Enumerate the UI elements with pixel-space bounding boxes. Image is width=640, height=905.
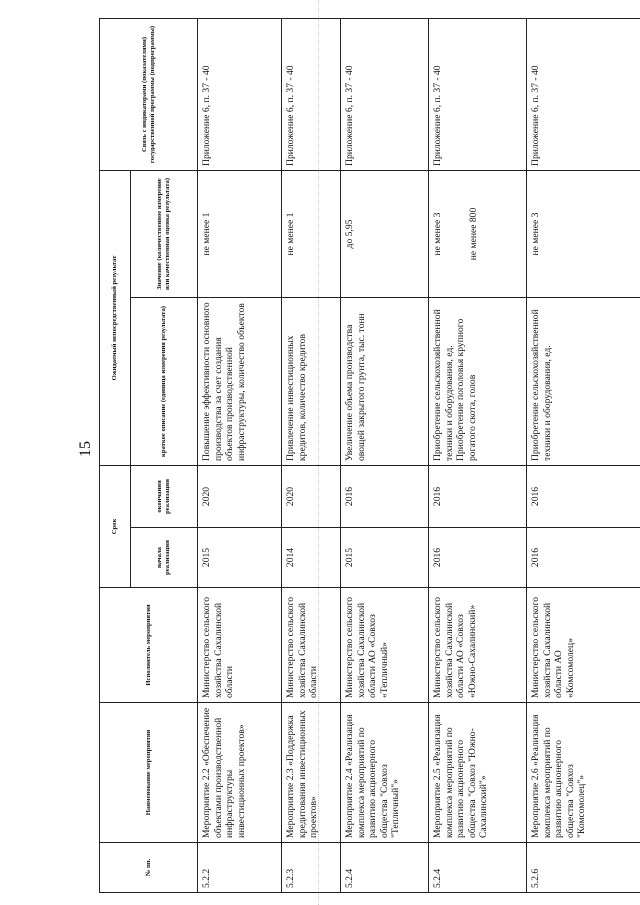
- row-desc: Приобретение сельскохозяйственной техники и оборудования, ед.: [527, 298, 640, 466]
- header-no: № пп.: [100, 843, 198, 893]
- row-no: 5.2.4: [429, 843, 527, 893]
- row-link: Приложение 6, п. 37 - 40: [341, 18, 429, 170]
- row-start: 2015: [198, 528, 282, 588]
- header-row-1: [100, 18, 131, 892]
- row-link: Приложение 6, п. 37 - 40: [282, 18, 341, 170]
- row-end: 2016: [429, 466, 527, 528]
- header-end: окончания реализации: [131, 466, 198, 528]
- header-short-desc: краткое описание (единица измерения результата): [131, 298, 198, 466]
- rotated-document: [99, 19, 640, 893]
- header-result: Ожидаемый непосредственный результат: [100, 170, 131, 465]
- row-value: не менее 3: [432, 212, 443, 256]
- table-row: [282, 18, 341, 892]
- row-no: 5.2.3: [282, 843, 341, 893]
- page-number: 15: [77, 441, 94, 457]
- row-start: 2014: [282, 528, 341, 588]
- row-link: Приложение 6, п. 37 - 40: [429, 18, 527, 170]
- row-desc: Приобретение сельскохозяйственной техники и оборудования, ед. Приобретение поголовья крупного рогатого скота, голов: [429, 298, 527, 466]
- header-start: начала реализации: [131, 528, 198, 588]
- row-start: 2015: [341, 528, 429, 588]
- row-link: Приложение 6, п. 37 - 40: [198, 18, 282, 170]
- table-row: [429, 18, 527, 892]
- table-row: [198, 18, 282, 892]
- header-term: Срок: [100, 466, 131, 588]
- row-name: Мероприятие 2.5 «Реализация комплекса мероприятий по развитию акционерного общества "Совхоз "Южно-Сахалинский"»: [429, 703, 527, 843]
- row-desc: Увеличение объема производства овощей закрытого грунта, тыс. тонн: [341, 298, 429, 466]
- row-executor: Министерство сельского хозяйства Сахалинской области АО «Совхоз «Южно-Сахалинский»: [429, 588, 527, 703]
- row-end: 2016: [341, 466, 429, 528]
- header-executor: Исполнитель мероприятия: [100, 588, 198, 703]
- header-link: Связь с индикаторами (показателями) государственной программы (подпрограммы): [100, 18, 198, 170]
- row-no: 5.2.4: [341, 843, 429, 893]
- row-value: не менее 1: [282, 170, 341, 297]
- header-name: Наименование мероприятия: [100, 703, 198, 843]
- row-no: 5.2.2: [198, 843, 282, 893]
- row-desc: Привлечение инвестиционных кредитов, количество кредитов: [282, 298, 341, 466]
- measures-table: [99, 18, 640, 893]
- row-no: 5.2.6: [527, 843, 640, 893]
- row-start: 2016: [527, 528, 640, 588]
- row-value: до 5,95: [341, 170, 429, 297]
- header-value: Значение (количественное измерение или качественная оценка результата): [131, 170, 198, 297]
- row-end: 2016: [527, 466, 640, 528]
- row-value: не менее 1: [198, 170, 282, 297]
- row-executor: Министерство сельского хозяйства Сахалинской области: [282, 588, 341, 703]
- spacer: [444, 175, 468, 293]
- row-start: 2016: [429, 528, 527, 588]
- row-value-cell: [429, 170, 527, 297]
- row-executor: Министерство сельского хозяйства Сахалинской области АО «Совхоз «Тепличный»: [341, 588, 429, 703]
- table-row: [527, 18, 640, 892]
- row-executor: Министерство сельского хозяйства Сахалинской области: [198, 588, 282, 703]
- row-name: Мероприятие 2.4 «Реализация комплекса мероприятий по развитию акционерного общества "Совхоз "Тепличный"»: [341, 703, 429, 843]
- row-name: Мероприятие 2.2 «Обеспечение объектами производственной инфраструктуры инвестиционных проектов»: [198, 703, 282, 843]
- table-row: [341, 18, 429, 892]
- row-end: 2020: [282, 466, 341, 528]
- row-end: 2020: [198, 466, 282, 528]
- row-executor: Министерство сельского хозяйства Сахалинской области АО «Комсомолец»: [527, 588, 640, 703]
- row-name: Мероприятие 2.6 «Реализация комплекса мероприятий по развитию акционерного общества "Совхоз "Комсомолец"»: [527, 703, 640, 843]
- row-value-2: не менее 800: [467, 207, 479, 261]
- row-value: не менее 3: [527, 170, 640, 297]
- row-desc: Повышение эффективности основного производства за счет создания объектов производственной инфраструктуры, количество объектов: [198, 298, 282, 466]
- row-link: Приложение 6, п. 37 - 40: [527, 18, 640, 170]
- row-name: Мероприятие 2.3 «Поддержка кредитования инвестиционных проектов»: [282, 703, 341, 843]
